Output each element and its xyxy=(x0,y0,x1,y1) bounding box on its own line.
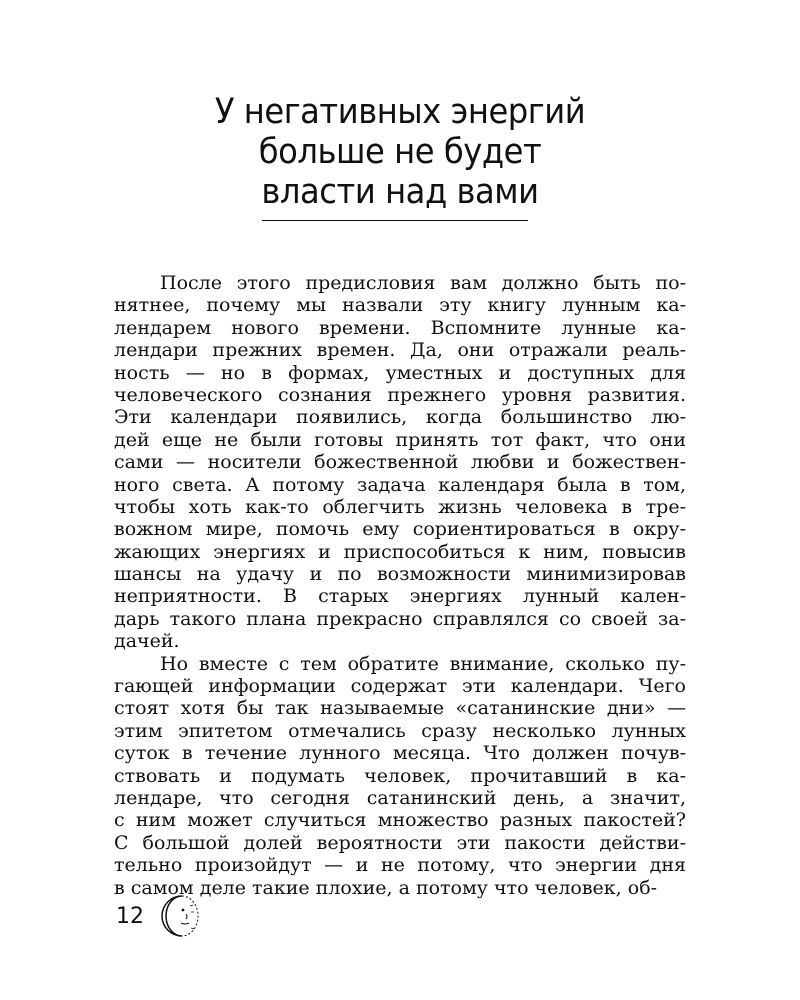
title-line: больше не будет xyxy=(258,132,542,172)
text-line: шансы на удачу и по возможности минимизировав xyxy=(114,563,686,586)
text-line: дарь такого плана прекрасно справлялся со своей за- xyxy=(114,607,686,630)
text-line: ного света. А потому задача календаря была в том, xyxy=(114,473,686,496)
title-underline xyxy=(262,220,528,221)
text-line: в самом деле такие плохие, а потому что человек, об- xyxy=(114,876,658,899)
text-line: с ним может случиться множество разных пакостей? xyxy=(114,809,686,832)
crescent-moon-icon xyxy=(152,892,200,940)
text-line: неприятности. В старых энергиях лунный кален- xyxy=(114,585,686,608)
text-line: Эти календари появились, когда большинство лю- xyxy=(114,406,686,429)
text-line: вожном мире, помочь ему сориентироваться в окру- xyxy=(114,518,686,541)
text-line: После этого предисловия вам должно быть по- xyxy=(160,272,686,294)
text-line: дей еще не были готовы принять тот факт, что они xyxy=(114,428,686,451)
text-line: Но вместе с тем обратите внимание, сколько пу- xyxy=(160,652,686,675)
text-line: лендари прежних времен. Да, они отражали реаль- xyxy=(114,339,686,362)
text-line: жающих энергиях и приспособиться к ним, повысив xyxy=(114,540,686,563)
text-line: суток в течение лунного месяца. Что должен почув- xyxy=(114,742,686,765)
title-line: власти над вами xyxy=(261,172,539,212)
text-line: дачей. xyxy=(114,630,180,653)
text-line: С большой долей вероятности эти пакости действи- xyxy=(114,831,686,854)
text-line: ность — но в формах, уместных и доступных для xyxy=(114,361,686,384)
text-line: ствовать и подумать человек, прочитавший в ка- xyxy=(114,764,686,787)
paragraph xyxy=(114,653,686,899)
body-text xyxy=(114,272,686,899)
text-line: этим эпитетом отмечались сразу несколько лунных xyxy=(114,719,686,742)
text-line: сами — носители божественной любви и божествен- xyxy=(114,451,686,474)
paragraph xyxy=(114,272,686,653)
text-line: гающей информации содержат эти календари. Чего xyxy=(114,675,686,698)
page-number: 12 xyxy=(116,903,144,929)
chapter-title xyxy=(32,92,768,212)
text-line: лендаре, что сегодня сатанинский день, а значит, xyxy=(114,786,686,809)
text-line: стоят хотя бы так называемые «сатанинские дни» — xyxy=(114,697,686,720)
text-line: человеческого сознания прежнего уровня развития. xyxy=(114,383,686,406)
text-line: лендарем нового времени. Вспомните лунные ка- xyxy=(114,316,686,339)
title-line: У негативных энергий xyxy=(214,92,586,132)
text-line: нятнее, почему мы назвали эту книгу лунным ка- xyxy=(114,294,686,317)
text-line: тельно произойдут — и не потому, что энергии дня xyxy=(114,854,686,877)
page-footer xyxy=(116,892,200,940)
text-line: чтобы хоть как-то облегчить жизнь человека в тре- xyxy=(114,495,686,518)
